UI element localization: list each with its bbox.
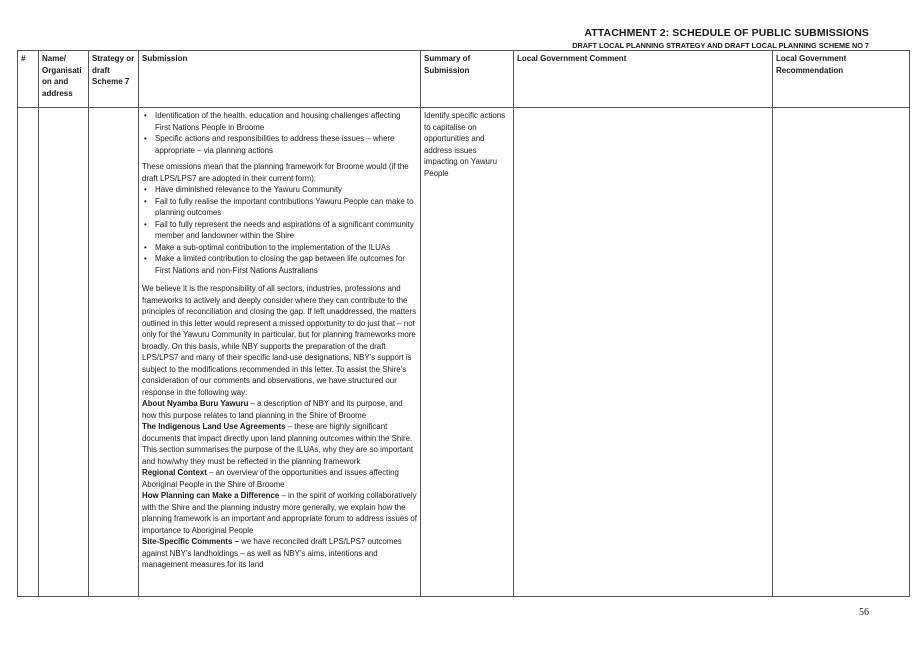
page-number: 56 <box>859 607 869 618</box>
col-header-number: # <box>21 54 26 63</box>
list-item: • Identification of the health, education and housing challenges affecting First Nations People in Broome <box>142 110 417 133</box>
column-divider <box>17 50 18 597</box>
col-header-lg-recommendation: Local Government Recommendation <box>776 54 847 75</box>
section-item <box>142 536 417 571</box>
attachment-subtitle: DRAFT LOCAL PLANNING STRATEGY AND DRAFT LOCAL PLANNING SCHEME NO 7 <box>572 41 869 50</box>
col-header-strategy: Strategy or draft Scheme 7 <box>92 54 135 86</box>
section-heading: How Planning can Make a Difference <box>142 491 280 500</box>
section-heading: The Indigenous Land Use Agreements <box>142 422 286 431</box>
list-item: • Fail to fully represent the needs and aspirations of a significant community member and landowner within the Shire <box>142 219 417 242</box>
section-item <box>142 467 417 490</box>
section-text: – these are highly significant documents that impact directly upon land planning outcomes within the Shire. This section summarises the purpose of the ILUAs, why they are so important and how/why they must be reflected in the planning framework <box>142 422 414 466</box>
attachment-title: ATTACHMENT 2: SCHEDULE OF PUBLIC SUBMISSIONS <box>584 27 869 39</box>
table-border-bottom <box>17 596 910 597</box>
section-text: – in the spirit of working collaboratively with the Shire and the planning industry more generally, we explain how the planning framework is an important and appropriate forum to address issues of importance to Aboriginal People <box>142 491 418 535</box>
table-border-top <box>17 50 910 51</box>
omissions-list <box>142 184 417 276</box>
list-item: • Fail to fully realise the important contributions Yawuru People can make to planning outcomes <box>142 196 417 219</box>
section-heading: About Nyamba Buru Yawuru <box>142 399 249 408</box>
list-item: • Make a sub-optimal contribution to the implementation of the ILUAs <box>142 242 417 254</box>
challenges-list <box>142 110 417 156</box>
column-divider <box>420 50 421 597</box>
column-divider <box>909 50 910 597</box>
section-text: we have reconciled draft LPS/LPS7 outcomes against NBY’s landholdings – as well as NBY’s aims, intentions and management measures for its land <box>142 537 402 569</box>
submissions-table <box>17 50 910 597</box>
column-divider <box>772 50 773 597</box>
section-text: – a description of NBY and its purpose, and how this purpose relates to land planning in the Shire of Broome <box>142 399 403 420</box>
section-heading: Site-Specific Comments – <box>142 537 239 546</box>
submission-cell <box>142 110 417 571</box>
section-item <box>142 490 417 536</box>
section-item <box>142 421 417 467</box>
column-divider <box>38 50 39 597</box>
section-item <box>142 398 417 421</box>
col-header-summary: Summary of Submission <box>424 54 471 75</box>
col-header-name: Name/ Organisati on and address <box>42 54 82 98</box>
col-header-submission: Submission <box>142 54 188 63</box>
list-item: • Make a limited contribution to closing the gap between life outcomes for First Nations and non-First Nations Australians <box>142 253 417 276</box>
summary-cell: Identify specific actions to capitalise on opportunities and address issues impacting on Yawuru People <box>424 111 506 178</box>
column-divider <box>88 50 89 597</box>
list-item: • Specific actions and responsibilities to address these issues – where appropriate – via planning actions <box>142 133 417 156</box>
paragraph: We believe it is the responsibility of all sectors, industries, professions and frameworks to actively and deeply consider where they can contribute to the principles of reconciliation and closing the gap. If left unaddressed, the matters outlined in this letter would represent a missed opportunity to do just that – not only for the Yawuru Community in particular, but for planning frameworks more broadly. On this basis, while NBY supports the preparation of the draft LPS/LPS7 and many of their specific land-use designations, NBY’s support is subject to the modifications recommended in this letter. To assist the Shire’s consideration of our comments and observations, we have structured our response in the following way: <box>142 284 417 397</box>
column-divider <box>138 50 139 597</box>
paragraph: These omissions mean that the planning framework for Broome would (if the draft LPS/LPS7 are adopted in their current form): <box>142 162 409 183</box>
section-heading: Regional Context <box>142 468 207 477</box>
section-text: – an overview of the opportunities and issues affecting Aboriginal People in the Shire of Broome <box>142 468 399 489</box>
column-divider <box>513 50 514 597</box>
col-header-lg-comment: Local Government Comment <box>517 54 627 63</box>
header-row-divider <box>17 107 910 108</box>
list-item: • Have diminished relevance to the Yawuru Community <box>142 184 417 196</box>
